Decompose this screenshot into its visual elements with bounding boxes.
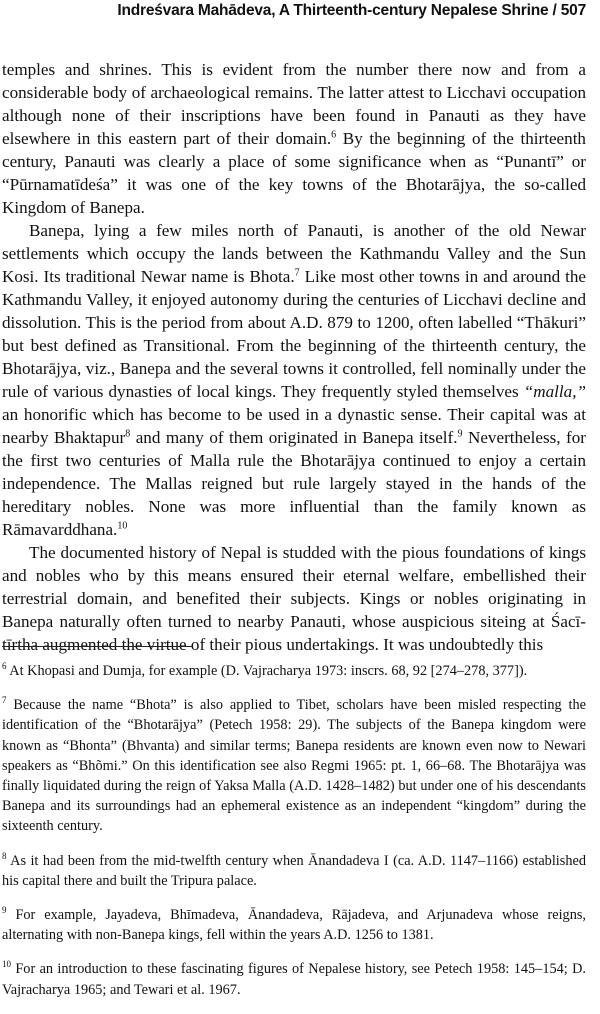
footnote-10 (2, 959, 586, 999)
paragraph-2-text-c: an honorific which has become to be used in a dynastic sense. Their capital was at nearby Bhaktapur (2, 405, 586, 447)
paragraph-3 (2, 541, 586, 656)
footnote-text: For an introduction to these fascinating figures of Nepalese history, see Petech 1958: 145–154; D. Vajracharya 1965; and Tewari et al. 1967. (2, 961, 586, 998)
paragraph-1-text-a: temples and shrines. This is evident from the number there now and from a considerable body of archaeological remains. The latter attest to Licchavi occupation although none of their inscriptions have been found in Panauti as they have elsewhere in this eastern part of their domain. (2, 60, 586, 148)
paragraph-2-text-a: Banepa, lying a few miles north of Panauti, is another of the old Newar settlements which occupy the lands between the Kathmandu Valley and the Sun Kosi. Its traditional Newar name is Bhota. (2, 221, 586, 286)
paragraph-2 (2, 219, 586, 541)
paragraph-2-text-b: Like most other towns in and around the Kathmandu Valley, it enjoyed autonomy during the centuries of Licchavi decline and dissolution. This is the period from about A.D. 879 to 1200, often labelled “Thākuri” but best defined as Transitional. From the beginning of the thirteenth century, the Bhotarājya, viz., Banepa and the several towns it controlled, fell nominally under the rule of various dynasties of local kings. They frequently styled themselves (2, 267, 586, 401)
footnote-ref-7[interactable]: 7 (294, 267, 300, 279)
footnote-ref-9[interactable]: 9 (457, 428, 463, 440)
footnote-ref-6[interactable]: 6 (331, 129, 337, 141)
footnote-8 (2, 851, 586, 891)
footnotes (2, 661, 586, 1014)
footnote-number: 7 (2, 695, 7, 706)
paragraph-3-text: The documented history of Nepal is studded with the pious foundations of kings and nobles who by this means ensured their eternal welfare, embellished their terrestrial domain, and benefited their subjects. Kings or nobles originating in Banepa naturally often turned to nearby Panauti, whose auspicious siteing at Śacī-tīrtha augmented the virtue of their pious undertakings. It was undoubtedly this (2, 543, 586, 654)
running-title: Indreśvara Mahādeva, A Thirteenth-century Nepalese Shrine / 507 (117, 2, 586, 19)
footnote-text: Because the name “Bhota” is also applied to Tibet, scholars have been misled respecting the identification of the “Bhotarājya” (Petech 1958: 29). The subjects of the Banepa kingdom were known as “Bhonta” (Bhvanta) and similar terms; Banepa residents are known even now to Newari speakers as “Bhõmi.” On this identification see also Regmi 1965: pt. 1, 66–68. The Bhotarājya was finally liquidated during the reign of Yaksa Malla (A.D. 1428–1482) but under one of his descendants Banepa and its surroundings had an ephemeral existence as an independent “kingdom” during the sixteenth century. (2, 697, 586, 835)
footnote-ref-8[interactable]: 8 (125, 428, 131, 440)
paragraph-2-text-e: Nevertheless, for the first two centuries of Malla rule the Bhotarājya continued to enjoy a certain independence. The Mallas reigned but rule largely stayed in the hands of the hereditary nobles. None was more influential than the family known as Rāmavarddhana. (2, 428, 586, 539)
paragraph-2-italic-term: “malla,” (523, 382, 586, 401)
footnote-number: 10 (2, 959, 11, 970)
main-text (2, 58, 586, 656)
footnote-number: 8 (2, 850, 7, 861)
running-header (2, 2, 586, 20)
footnote-6 (2, 661, 586, 681)
paragraph-1-text-b: By the beginning of the thirteenth century, Panauti was clearly a place of some significance when as “Punantī” or “Pūrnamatīdeśa” it was one of the key towns of the Bhotarājya, the so-called Kingdom of Banepa. (2, 129, 586, 217)
footnote-text: At Khopasi and Dumja, for example (D. Vajracharya 1973: inscrs. 68, 92 [274–278, 377]). (6, 663, 528, 679)
footnote-9 (2, 905, 586, 945)
paragraph-1 (2, 58, 586, 219)
footnote-number: 9 (2, 905, 7, 916)
footnote-text: For example, Jayadeva, Bhīmadeva, Ānandadeva, Rājadeva, and Arjunadeva whose reigns, alternating with non-Banepa kings, fell within the years A.D. 1256 to 1381. (2, 907, 586, 944)
footnote-text: As it had been from the mid-twelfth century when Ānandadeva I (ca. A.D. 1147–1166) established his capital there and built the Tripura palace. (2, 852, 586, 889)
footnote-number: 6 (2, 661, 7, 672)
footnote-ref-10[interactable]: 10 (117, 520, 128, 532)
footnote-divider (2, 646, 192, 647)
footnote-7 (2, 695, 586, 836)
paragraph-2-text-d: and many of them originated in Banepa itself. (130, 428, 458, 447)
